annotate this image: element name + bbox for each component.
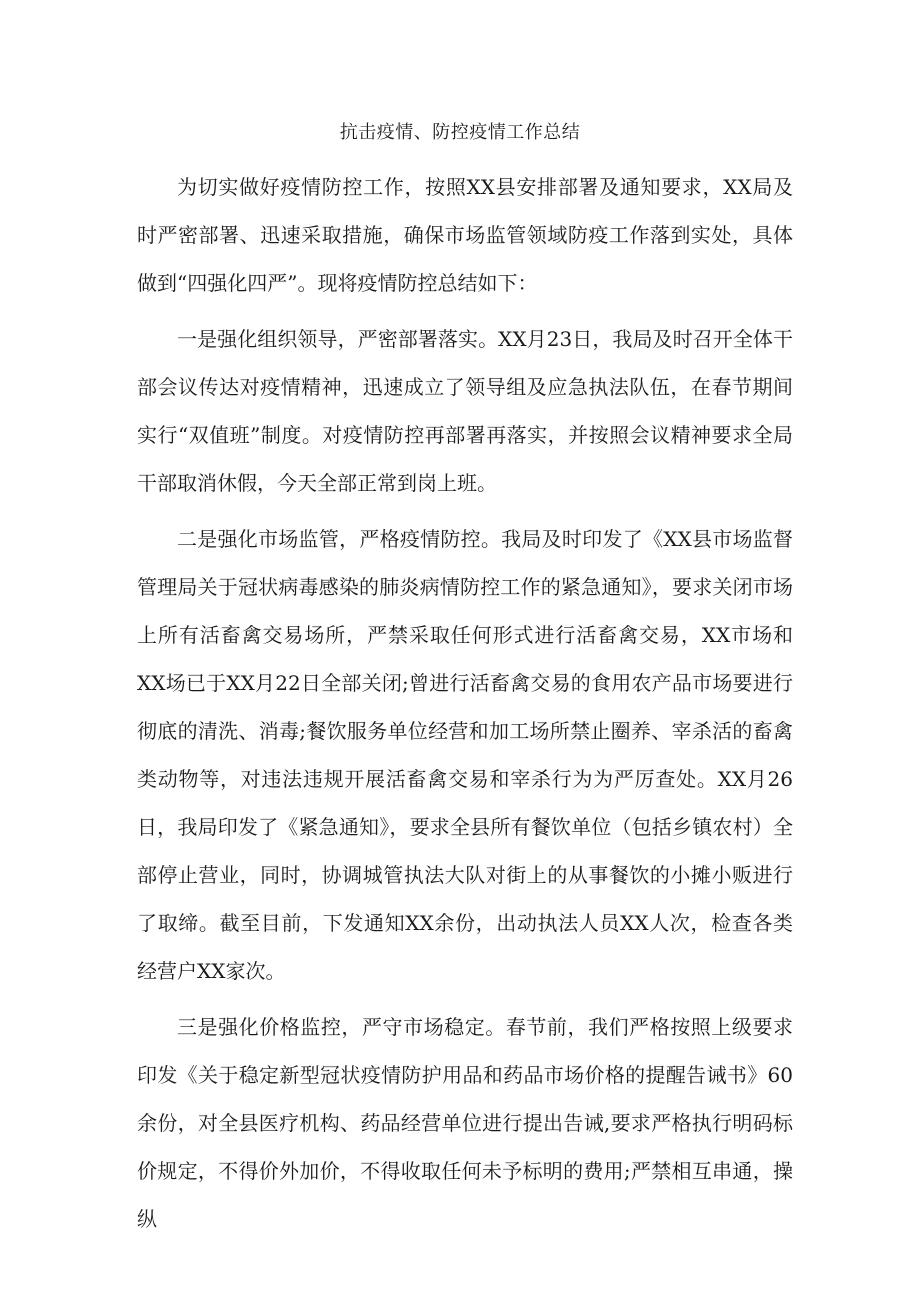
paragraph-price-control: 三是强化价格监控，严守市场稳定。春节前，我们严格按照上级要求印发《关于稳定新型冠状疫情防护用品和药品市场价格的提醒告诫书》60余份，对全县医疗机构、药品经营单位进行提出告诫,要求严格执行明码标价规定，不得价外加价，不得收取任何未予标明的费用;严禁相互串通，操纵 — [137, 1015, 793, 1231]
paragraph-organization: 一是强化组织领导，严密部署落实。XX月23日，我局及时召开全体干部会议传达对疫情精神，迅速成立了领导组及应急执法队伍，在春节期间实行“双值班”制度。对疫情防控再部署再落实，并按照会议精神要求全局干部取消休假，今天全部正常到岗上班。 — [137, 327, 793, 495]
paragraph-market-supervision: 二是强化市场监管，严格疫情防控。我局及时印发了《XX县市场监督管理局关于冠状病毒感染的肺炎病情防控工作的紧急通知》，要求关闭市场上所有活畜禽交易场所，严禁采取任何形式进行活畜禽交易，XX市场和XX场已于XX月22日全部关闭;曾进行活畜禽交易的食用农产品市场要进行彻底的清洗、消毒;餐饮服务单位经营和加工场所禁止圈养、宰杀活的畜禽类动物等，对违法违规开展活畜禽交易和宰杀行为为严厉查处。XX月26日，我局印发了《紧急通知》，要求全县所有餐饮单位（包括乡镇农村）全部停止营业，同时，协调城管执法大队对街上的从事餐饮的小摊小贩进行了取缔。截至目前，下发通知XX余份，出动执法人员XX人次，检查各类经营户XX家次。 — [137, 527, 793, 983]
document-title: 抗击疫情、防控疫情工作总结 — [339, 122, 581, 143]
paragraph-intro: 为切实做好疫情防控工作，按照XX县安排部署及通知要求，XX局及时严密部署、迅速采取措施，确保市场监管领域防疫工作落到实处，具体做到“四强化四严”。现将疫情防控总结如下： — [137, 175, 793, 295]
document-body — [137, 163, 793, 1251]
